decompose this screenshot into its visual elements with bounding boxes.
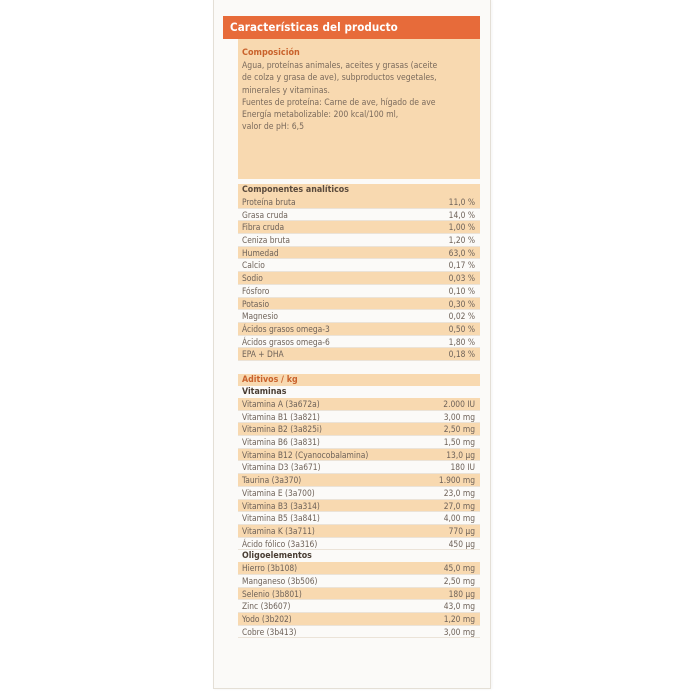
vitamin-row xyxy=(238,512,480,525)
analytical-row xyxy=(238,247,480,260)
analytical-row xyxy=(238,196,480,209)
row-value: 2,50 mg xyxy=(443,424,475,435)
row-label: Fósforo xyxy=(242,285,270,296)
row-label: Vitamina K (3a711) xyxy=(242,525,315,536)
trace-element-row xyxy=(238,562,480,575)
composition-text xyxy=(242,60,476,134)
vitamin-row xyxy=(238,525,480,538)
row-label: Magnesio xyxy=(242,311,278,322)
row-value: 0,17 % xyxy=(448,260,475,271)
composition-line: valor de pH: 6,5 xyxy=(242,122,305,133)
row-label: Cobre (3b413) xyxy=(242,626,297,637)
row-label: Sodio xyxy=(242,273,263,284)
row-value: 0,03 % xyxy=(448,273,475,284)
row-label: Grasa cruda xyxy=(242,209,288,220)
vitamin-row xyxy=(238,449,480,462)
analytical-row xyxy=(238,285,480,298)
analytical-row xyxy=(238,336,480,349)
vitamin-row xyxy=(238,436,480,449)
vitamin-row xyxy=(238,423,480,436)
row-label: Ácidos grasos omega-3 xyxy=(242,323,330,334)
vitamin-row xyxy=(238,461,480,474)
row-value: 1,50 mg xyxy=(443,437,475,448)
vitamin-row xyxy=(238,474,480,487)
row-value: 180 IU xyxy=(450,462,475,473)
vitamin-row xyxy=(238,411,480,424)
row-label: Yodo (3b202) xyxy=(242,614,292,624)
analytical-row xyxy=(238,298,480,311)
row-value: 1,20 mg xyxy=(443,614,475,624)
row-value: 0,10 % xyxy=(448,285,475,296)
row-value: 14,0 % xyxy=(448,209,475,220)
row-value: 0,18 % xyxy=(448,349,475,360)
row-label: Ácido fólico (3a316) xyxy=(242,538,318,549)
row-value: 770 µg xyxy=(448,525,475,536)
row-label: Manganeso (3b506) xyxy=(242,575,318,586)
analytical-row xyxy=(238,234,480,247)
row-value: 43,0 mg xyxy=(443,601,475,612)
trace-element-row xyxy=(238,626,480,639)
row-value: 0,50 % xyxy=(448,323,475,334)
row-label: Vitamina B2 (3a825i) xyxy=(242,424,322,435)
row-label: EPA + DHA xyxy=(242,349,284,360)
row-label: Vitamina B1 (3a821) xyxy=(242,411,320,422)
row-label: Vitamina E (3a700) xyxy=(242,487,315,498)
row-value: 0,02 % xyxy=(448,311,475,322)
row-value: 2,50 mg xyxy=(443,575,475,586)
row-value: 1,20 % xyxy=(448,235,475,246)
row-label: Selenio (3b801) xyxy=(242,588,302,599)
analytical-table xyxy=(238,196,480,361)
row-label: Vitamina B12 (Cyanocobalamina) xyxy=(242,449,369,460)
row-label: Humedad xyxy=(242,247,279,258)
analytical-row xyxy=(238,272,480,285)
row-label: Ácidos grasos omega-6 xyxy=(242,336,330,347)
trace-element-row xyxy=(238,600,480,613)
analytical-row xyxy=(238,209,480,222)
analytical-row xyxy=(238,323,480,336)
row-label: Proteína bruta xyxy=(242,197,296,207)
row-value: 1,00 % xyxy=(448,222,475,233)
row-label: Vitamina D3 (3a671) xyxy=(242,462,321,473)
trace-element-row xyxy=(238,588,480,601)
composition-line: de colza y grasa de ave), subproductos vegetales, xyxy=(242,73,437,84)
vitamins-title: Vitaminas xyxy=(242,387,287,397)
vitamin-row xyxy=(238,398,480,411)
analytical-row xyxy=(238,348,480,361)
row-value: 0,30 % xyxy=(448,298,475,309)
row-label: Taurina (3a370) xyxy=(242,475,302,486)
analytical-row xyxy=(238,259,480,272)
product-characteristics-panel xyxy=(213,0,491,689)
vitamin-row xyxy=(238,538,480,551)
composition-line: Energía metabolizable: 200 kcal/100 ml, xyxy=(242,110,399,121)
row-value: 27,0 mg xyxy=(443,500,475,511)
row-label: Calcio xyxy=(242,260,265,271)
row-label: Potasio xyxy=(242,298,270,309)
vitamin-row xyxy=(238,487,480,500)
row-value: 3,00 mg xyxy=(443,626,475,637)
trace-element-row xyxy=(238,575,480,588)
vitamins-table xyxy=(238,398,480,550)
row-label: Zinc (3b607) xyxy=(242,601,291,612)
additives-section xyxy=(238,374,480,638)
analytical-section xyxy=(238,184,480,361)
additives-title: Aditivos / kg xyxy=(238,374,480,386)
row-value: 45,0 mg xyxy=(443,563,475,574)
row-value: 11,0 % xyxy=(448,197,475,207)
row-value: 23,0 mg xyxy=(443,487,475,498)
row-value: 1,80 % xyxy=(448,336,475,347)
trace-element-row xyxy=(238,613,480,626)
composition-title: Composición xyxy=(242,48,300,58)
trace-elements-title: Oligoelementos xyxy=(242,551,312,562)
analytical-row xyxy=(238,221,480,234)
row-label: Vitamina B5 (3a841) xyxy=(242,513,320,524)
row-value: 2.000 IU xyxy=(443,399,475,409)
row-value: 3,00 mg xyxy=(443,411,475,422)
row-value: 13,0 µg xyxy=(446,449,475,460)
row-label: Hierro (3b108) xyxy=(242,563,298,574)
row-value: 180 µg xyxy=(448,588,475,599)
row-value: 1.900 mg xyxy=(438,475,475,486)
analytical-title: Componentes analíticos xyxy=(238,184,480,196)
row-value: 450 µg xyxy=(448,538,475,549)
row-label: Vitamina B3 (3a314) xyxy=(242,500,320,511)
row-value: 63,0 % xyxy=(448,247,475,258)
analytical-row xyxy=(238,310,480,323)
vitamin-row xyxy=(238,500,480,513)
composition-line: Fuentes de proteína: Carne de ave, hígado de ave xyxy=(242,97,436,108)
row-label: Vitamina A (3a672a) xyxy=(242,399,320,409)
row-label: Vitamina B6 (3a831) xyxy=(242,437,320,448)
composition-line: minerales y vitaminas. xyxy=(242,85,330,96)
composition-line: Agua, proteínas animales, aceites y grasas (aceite xyxy=(242,61,438,71)
trace-elements-table xyxy=(238,562,480,638)
row-label: Ceniza bruta xyxy=(242,235,290,246)
row-value: 4,00 mg xyxy=(443,513,475,524)
composition-section xyxy=(238,39,480,179)
row-label: Fibra cruda xyxy=(242,222,285,233)
panel-title: Características del producto xyxy=(223,16,480,39)
